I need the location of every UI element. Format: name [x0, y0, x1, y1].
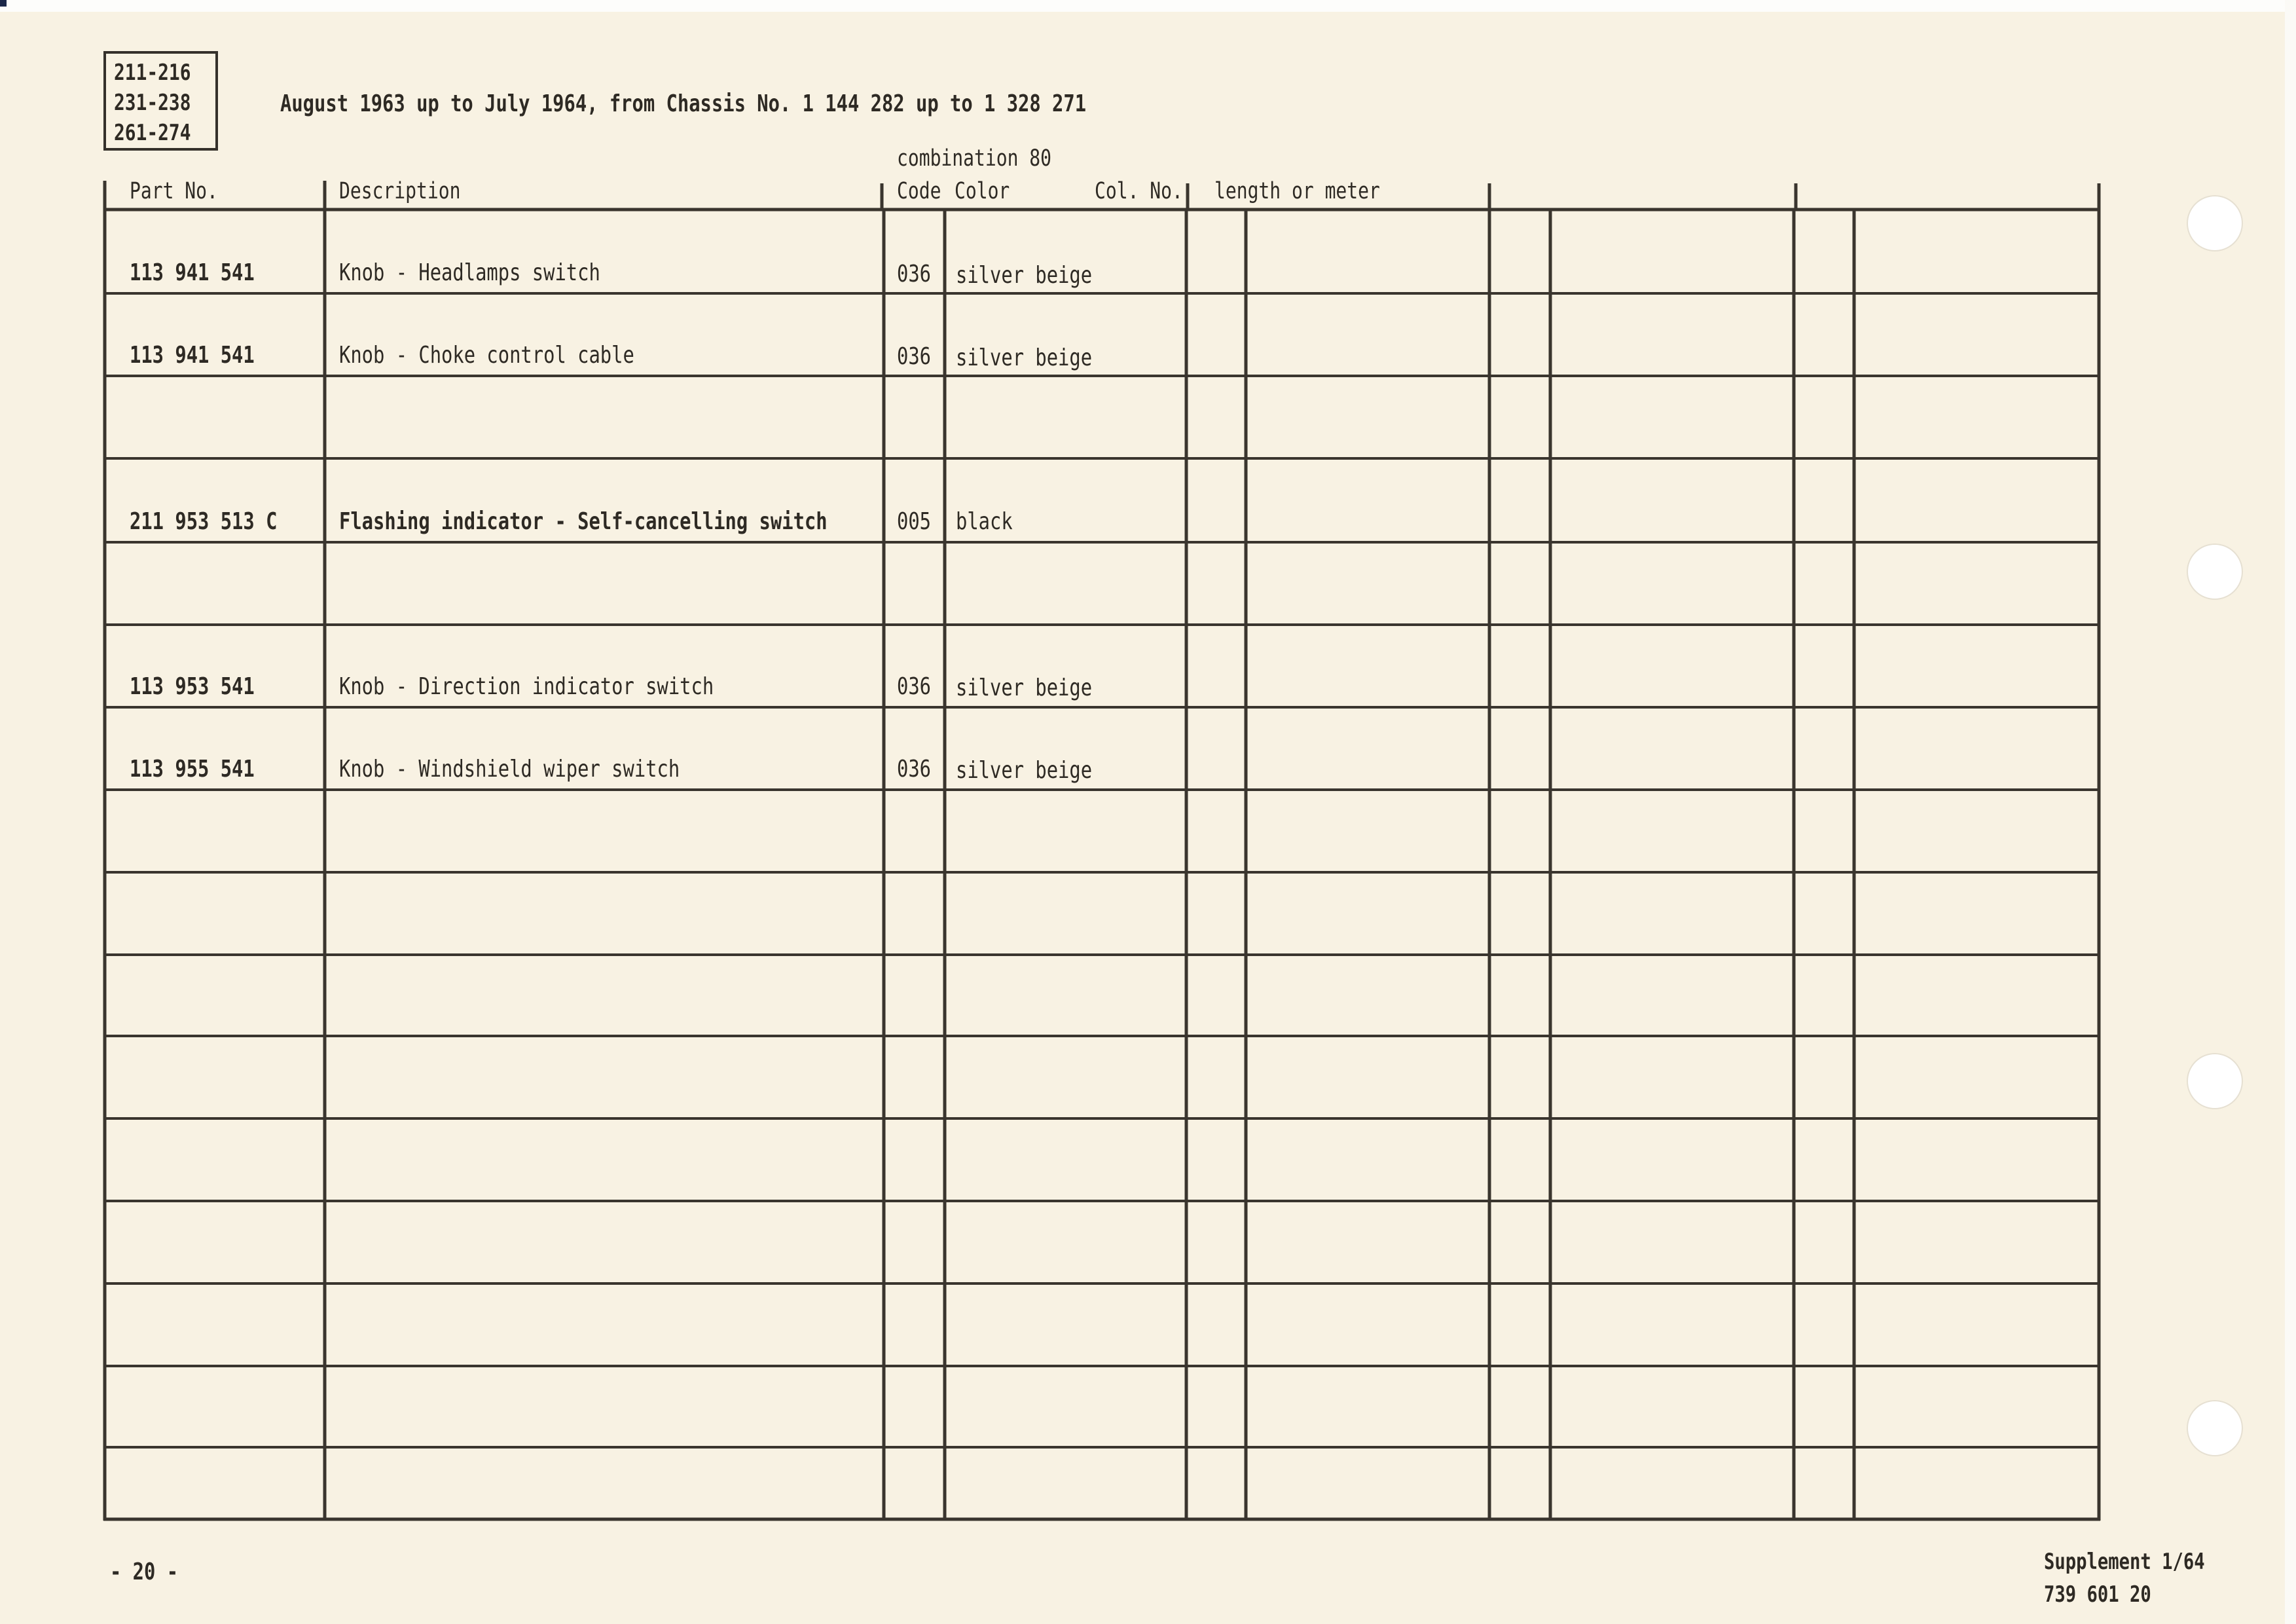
row-part-no: 211 953 513 C — [130, 508, 278, 535]
row-description: Knob - Direction indicator switch — [339, 673, 714, 700]
page-number: - 20 - — [110, 1559, 179, 1585]
punch-hole — [2187, 195, 2243, 251]
validity-header: August 1963 up to July 1964, from Chassis No. 1 144 282 up to 1 328 271 — [280, 90, 1087, 117]
row-part-no: 113 955 541 — [130, 756, 255, 783]
punch-hole — [2187, 1053, 2243, 1109]
row-code: 036 — [897, 756, 932, 783]
supplement-label: Supplement 1/64 — [2044, 1549, 2205, 1575]
row-description: Knob - Windshield wiper switch — [339, 756, 680, 783]
model-range-line: 211-216 — [114, 60, 191, 86]
punch-hole — [2187, 1400, 2243, 1456]
row-description: Knob - Choke control cable — [339, 342, 634, 369]
row-color: silver beige — [956, 262, 1093, 289]
col-header-description: Description — [339, 178, 461, 204]
col-header-code: Code — [897, 178, 941, 204]
col-header-color: Color — [955, 178, 1010, 204]
row-code: 036 — [897, 261, 932, 287]
col-header-col-no: Col. No. — [1095, 178, 1183, 204]
footer-reference — [2044, 1545, 2205, 1611]
row-part-no: 113 941 541 — [130, 342, 255, 369]
row-part-no: 113 941 541 — [130, 259, 255, 286]
row-code: 036 — [897, 673, 932, 700]
row-color: silver beige — [956, 674, 1093, 701]
document-number: 739 601 20 — [2044, 1581, 2151, 1608]
punch-hole — [2187, 544, 2243, 600]
model-range-line: 261-274 — [114, 120, 191, 146]
row-code: 036 — [897, 343, 932, 370]
row-part-no: 113 953 541 — [130, 673, 255, 700]
col-header-length: length or meter — [1214, 178, 1380, 204]
row-code: 005 — [897, 508, 932, 535]
row-color: silver beige — [956, 344, 1093, 371]
col-header-part-no: Part No. — [130, 178, 218, 204]
row-color: silver beige — [956, 757, 1093, 784]
row-description: Flashing indicator - Self-cancelling switch — [339, 508, 828, 535]
model-range-line: 231-238 — [114, 90, 191, 116]
row-color: black — [956, 508, 1013, 535]
row-description: Knob - Headlamps switch — [339, 259, 600, 286]
combination-label: combination 80 — [897, 145, 1052, 172]
